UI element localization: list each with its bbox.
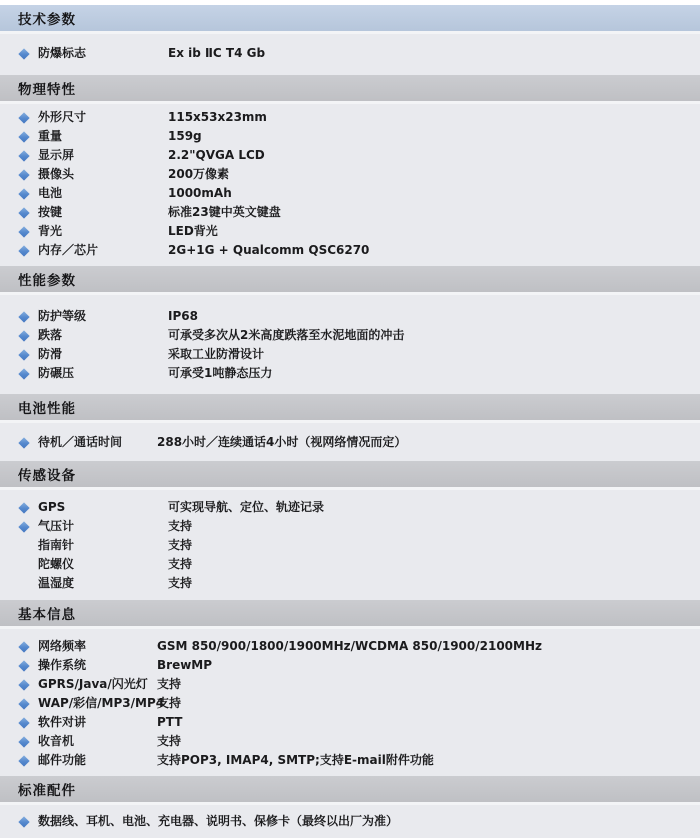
- diamond-bullet-icon: [18, 641, 29, 652]
- section-body: [0, 487, 700, 600]
- spec-value: IP68: [168, 309, 198, 323]
- spec-value: PTT: [157, 715, 183, 729]
- spec-value: 支持: [168, 519, 193, 533]
- spec-label: 网络频率: [38, 639, 87, 653]
- spec-row: [0, 364, 700, 383]
- spec-label: 操作系统: [38, 658, 87, 672]
- bullet-cell: [0, 114, 38, 122]
- spec-value: 支持: [157, 696, 182, 710]
- section-body: [0, 802, 700, 838]
- spec-value: 200万像素: [168, 167, 230, 181]
- spec-label: 数据线、耳机、电池、充电器、说明书、保修卡（最终以出厂为准）: [38, 814, 399, 828]
- diamond-bullet-icon: [18, 698, 29, 709]
- diamond-bullet-icon: [18, 207, 29, 218]
- diamond-bullet-icon: [18, 349, 29, 360]
- spec-row: [0, 517, 700, 536]
- section-body: [0, 101, 700, 266]
- spec-value: 159g: [168, 129, 202, 143]
- bullet-cell: [0, 313, 38, 321]
- spec-value: BrewMP: [157, 658, 213, 672]
- spec-label: 邮件功能: [38, 753, 87, 767]
- section-header: [0, 600, 700, 626]
- section-header: [0, 266, 700, 292]
- spec-row: [0, 498, 700, 517]
- section-header: [0, 461, 700, 487]
- spec-row: [0, 713, 700, 732]
- spec-label: 软件对讲: [38, 715, 87, 729]
- bullet-cell: [0, 643, 38, 651]
- diamond-bullet-icon: [18, 437, 29, 448]
- diamond-bullet-icon: [18, 502, 29, 513]
- bullet-cell: [0, 209, 38, 217]
- spec-value: 可实现导航、定位、轨迹记录: [168, 500, 325, 514]
- spec-label: WAP/彩信/MP3/MP4: [38, 696, 165, 710]
- diamond-bullet-icon: [18, 521, 29, 532]
- bullet-cell: [0, 50, 38, 58]
- diamond-bullet-icon: [18, 245, 29, 256]
- diamond-bullet-icon: [18, 188, 29, 199]
- diamond-bullet-icon: [18, 330, 29, 341]
- bullet-cell: [0, 757, 38, 765]
- spec-row: [0, 146, 700, 165]
- spec-label: 外形尺寸: [38, 110, 87, 124]
- spec-value: 支持: [168, 576, 193, 590]
- diamond-bullet-icon: [18, 736, 29, 747]
- bullet-cell: [0, 439, 38, 447]
- diamond-bullet-icon: [18, 755, 29, 766]
- spec-label: 气压计: [38, 519, 75, 533]
- bullet-cell: [0, 700, 38, 708]
- spec-section: [0, 776, 700, 838]
- spec-label: 电池: [38, 186, 63, 200]
- section-body: [0, 31, 700, 75]
- spec-label: 摄像头: [38, 167, 75, 181]
- spec-label: 背光: [38, 224, 63, 238]
- bullet-cell: [0, 681, 38, 689]
- spec-value: Ex ib ⅡC T4 Gb: [168, 46, 266, 60]
- section-header: [0, 776, 700, 802]
- spec-label: GPS: [38, 500, 66, 514]
- spec-value: 可承受多次从2米高度跌落至水泥地面的冲击: [168, 328, 405, 342]
- bullet-cell: [0, 247, 38, 255]
- bullet-cell: [0, 133, 38, 141]
- diamond-bullet-icon: [18, 169, 29, 180]
- spec-label: 指南针: [38, 538, 75, 552]
- spec-row: [0, 184, 700, 203]
- spec-value: 1000mAh: [168, 186, 232, 200]
- spec-label: 内存／芯片: [38, 243, 99, 257]
- spec-label: 显示屏: [38, 148, 75, 162]
- section-header: [0, 394, 700, 420]
- spec-label: 温湿度: [38, 576, 75, 590]
- spec-sheet: [0, 5, 700, 838]
- section-title: 传感设备: [18, 468, 76, 484]
- spec-label: 防护等级: [38, 309, 87, 323]
- spec-label: GPRS/Java/闪光灯: [38, 677, 148, 691]
- spec-value: 2G+1G + Qualcomm QSC6270: [168, 243, 370, 257]
- diamond-bullet-icon: [18, 48, 29, 59]
- spec-label: 重量: [38, 129, 63, 143]
- spec-section: [0, 461, 700, 600]
- diamond-bullet-icon: [18, 368, 29, 379]
- section-title: 标准配件: [18, 783, 76, 799]
- spec-section: [0, 600, 700, 776]
- spec-row: [0, 345, 700, 364]
- diamond-bullet-icon: [18, 311, 29, 322]
- spec-row: [0, 536, 700, 555]
- spec-row: [0, 675, 700, 694]
- spec-row: [0, 203, 700, 222]
- spec-section: [0, 5, 700, 75]
- diamond-bullet-icon: [18, 150, 29, 161]
- spec-row: [0, 694, 700, 713]
- spec-label: 防爆标志: [38, 46, 87, 60]
- spec-row: [0, 44, 700, 63]
- spec-value: 288小时／连续通话4小时（视网络情况而定）: [157, 435, 407, 449]
- spec-row: [0, 326, 700, 345]
- spec-label: 待机／通话时间: [38, 435, 123, 449]
- spec-row: [0, 637, 700, 656]
- diamond-bullet-icon: [18, 679, 29, 690]
- spec-row: [0, 433, 700, 452]
- spec-row: [0, 574, 700, 593]
- spec-section: [0, 394, 700, 461]
- spec-row: [0, 307, 700, 326]
- spec-value: 支持: [168, 557, 193, 571]
- section-body: [0, 420, 700, 461]
- spec-value: 支持POP3, IMAP4, SMTP;支持E-mail附件功能: [157, 753, 434, 767]
- section-title: 性能参数: [18, 273, 76, 289]
- spec-value: 可承受1吨静态压力: [168, 366, 273, 380]
- spec-label: 跌落: [38, 328, 63, 342]
- spec-value: 115x53x23mm: [168, 110, 267, 124]
- section-body: [0, 292, 700, 394]
- spec-value: 支持: [157, 734, 182, 748]
- diamond-bullet-icon: [18, 660, 29, 671]
- diamond-bullet-icon: [18, 131, 29, 142]
- diamond-bullet-icon: [18, 717, 29, 728]
- bullet-cell: [0, 171, 38, 179]
- section-header: [0, 5, 700, 31]
- bullet-cell: [0, 504, 38, 512]
- spec-row: [0, 751, 700, 770]
- section-title: 技术参数: [18, 12, 76, 28]
- diamond-bullet-icon: [18, 226, 29, 237]
- spec-row: [0, 127, 700, 146]
- spec-row: [0, 165, 700, 184]
- spec-value: 采取工业防滑设计: [168, 347, 265, 361]
- spec-value: 2.2"QVGA LCD: [168, 148, 265, 162]
- bullet-cell: [0, 152, 38, 160]
- section-body: [0, 626, 700, 776]
- spec-value: 支持: [157, 677, 182, 691]
- bullet-cell: [0, 190, 38, 198]
- spec-row: [0, 555, 700, 574]
- bullet-cell: [0, 523, 38, 531]
- spec-value: LED背光: [168, 224, 218, 238]
- spec-label: 按键: [38, 205, 63, 219]
- spec-row: [0, 108, 700, 127]
- section-title: 基本信息: [18, 607, 76, 623]
- bullet-cell: [0, 662, 38, 670]
- spec-value: 标准23键中英文键盘: [168, 205, 281, 219]
- bullet-cell: [0, 370, 38, 378]
- spec-row: [0, 222, 700, 241]
- bullet-cell: [0, 719, 38, 727]
- spec-section: [0, 75, 700, 266]
- bullet-cell: [0, 228, 38, 236]
- spec-value: GSM 850/900/1800/1900MHz/WCDMA 850/1900/2100MHz: [157, 639, 542, 653]
- spec-label: 防碾压: [38, 366, 75, 380]
- spec-row: [0, 732, 700, 751]
- spec-section: [0, 266, 700, 394]
- section-title: 电池性能: [18, 401, 76, 417]
- diamond-bullet-icon: [18, 112, 29, 123]
- spec-row: [0, 812, 700, 831]
- section-title: 物理特性: [18, 82, 76, 98]
- spec-value: 支持: [168, 538, 193, 552]
- spec-label: 收音机: [38, 734, 75, 748]
- spec-label: 陀螺仪: [38, 557, 75, 571]
- spec-row: [0, 241, 700, 260]
- bullet-cell: [0, 332, 38, 340]
- bullet-cell: [0, 351, 38, 359]
- bullet-cell: [0, 738, 38, 746]
- spec-label: 防滑: [38, 347, 63, 361]
- diamond-bullet-icon: [18, 816, 29, 827]
- bullet-cell: [0, 818, 38, 826]
- section-header: [0, 75, 700, 101]
- spec-row: [0, 656, 700, 675]
